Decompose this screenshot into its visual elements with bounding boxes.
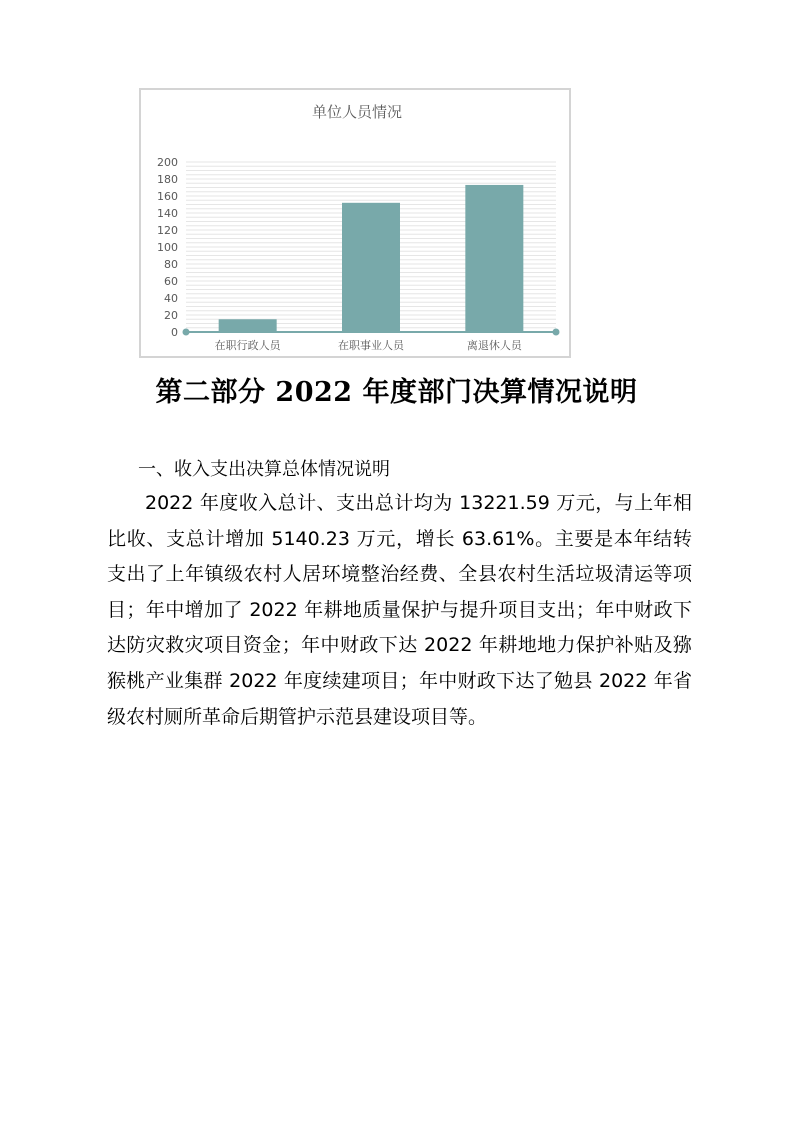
section-heading: 一、收入支出决算总体情况说明 <box>138 459 390 480</box>
x-tick-label: 离退休人员 <box>466 339 522 352</box>
y-tick-label: 180 <box>157 173 178 186</box>
bar-3 <box>465 185 523 332</box>
y-tick-label: 60 <box>164 275 178 288</box>
y-tick-label: 0 <box>171 326 178 339</box>
x-tick-label: 在职行政人员 <box>214 339 281 352</box>
chart-title: 单位人员情况 <box>311 103 403 121</box>
x-tick-label: 在职事业人员 <box>338 339 404 352</box>
y-tick-label: 200 <box>157 156 178 169</box>
bar-1 <box>219 319 277 332</box>
staff-chart <box>139 88 571 358</box>
part-title: 第二部分 2022 年度部门决算情况说明 <box>155 377 638 408</box>
axis-end-dot <box>183 329 190 336</box>
y-tick-label: 140 <box>157 207 178 220</box>
y-tick-label: 120 <box>157 224 178 237</box>
y-tick-label: 80 <box>164 258 178 271</box>
y-tick-label: 40 <box>164 292 178 305</box>
axis-end-dot <box>553 329 560 336</box>
bar-chart <box>141 90 573 360</box>
y-tick-label: 20 <box>164 309 178 322</box>
y-tick-label: 100 <box>157 241 178 254</box>
body-paragraph: 2022 年度收入总计、支出总计均为 13221.59 万元，与上年相比收、支总计增加 5140.23 万元，增长 63.61%。主要是本年结转支出了上年镇级农村人居环境整治经费、全县农村生活垃圾清运等项目；年中增加了 2022 年耕地质量保护与提升项目支出；年中财政下达防灾救灾项目资金；年中财政下达 2022 年耕地地力保护补贴及猕猴桃产业集群 2022 年度续建项目；年中财政下达了勉县 2022 年省级农村厕所革命后期管护示范县建设项目等。 <box>107 492 692 728</box>
y-tick-label: 160 <box>157 190 178 203</box>
bar-2 <box>342 203 400 332</box>
